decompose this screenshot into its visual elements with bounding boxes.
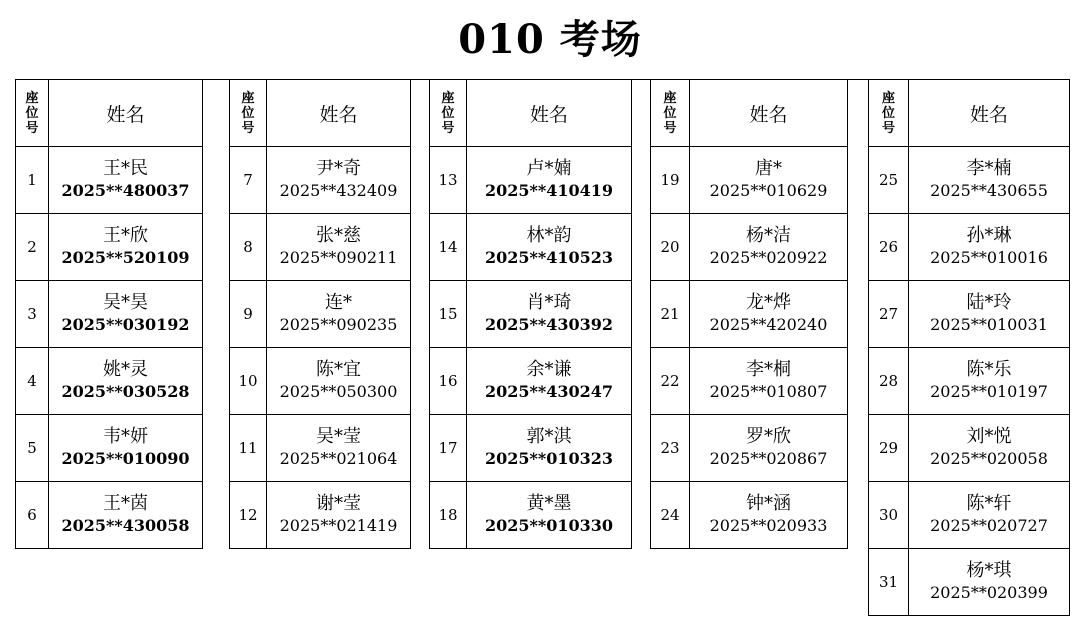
examinee-id: 2025**021064 bbox=[279, 449, 398, 468]
empty-cell bbox=[690, 549, 848, 616]
examinee-id: 2025**430247 bbox=[484, 382, 614, 401]
examinee-id: 2025**010323 bbox=[484, 449, 614, 468]
seat-header-char: 位 bbox=[241, 105, 255, 121]
examinee-name: 唐* bbox=[755, 158, 782, 179]
examinee-cell bbox=[467, 281, 632, 348]
examinee-id: 2025**010016 bbox=[930, 248, 1048, 267]
column-separator bbox=[411, 147, 430, 214]
examinee-name: 陈*宜 bbox=[316, 359, 361, 380]
column-separator bbox=[848, 482, 869, 549]
page-title: 010 考场 bbox=[458, 16, 642, 63]
examinee-name: 张*慈 bbox=[316, 225, 361, 246]
seat-number: 10 bbox=[230, 348, 267, 415]
column-separator bbox=[203, 549, 230, 616]
seat-number: 24 bbox=[651, 482, 690, 549]
examinee-id: 2025**010090 bbox=[61, 449, 190, 468]
seat-number: 6 bbox=[16, 482, 49, 549]
seat-header-char: 号 bbox=[241, 120, 255, 136]
column-separator bbox=[632, 415, 651, 482]
empty-cell bbox=[467, 549, 632, 616]
examinee-id: 2025**050300 bbox=[279, 382, 398, 401]
seat-number: 13 bbox=[430, 147, 467, 214]
examinee-name: 杨*洁 bbox=[746, 225, 791, 246]
seat-number: 23 bbox=[651, 415, 690, 482]
examinee-id: 2025**020867 bbox=[709, 449, 828, 468]
column-separator bbox=[848, 214, 869, 281]
examinee-cell bbox=[909, 415, 1070, 482]
seat-number: 29 bbox=[869, 415, 909, 482]
examinee-name: 尹*奇 bbox=[316, 158, 361, 179]
seat-number: 4 bbox=[16, 348, 49, 415]
examinee-id: 2025**432409 bbox=[279, 181, 398, 200]
examinee-name: 谢*莹 bbox=[316, 493, 361, 514]
examinee-cell bbox=[267, 281, 411, 348]
examinee-id: 2025**020399 bbox=[930, 583, 1048, 602]
column-separator bbox=[203, 348, 230, 415]
examinee-name: 陈*轩 bbox=[966, 493, 1012, 514]
seat-header bbox=[651, 80, 690, 147]
examinee-name: 陈*乐 bbox=[966, 359, 1012, 380]
column-separator bbox=[411, 80, 430, 147]
column-separator bbox=[632, 281, 651, 348]
column-separator bbox=[848, 415, 869, 482]
empty-cell bbox=[651, 549, 690, 616]
examinee-id: 2025**420240 bbox=[709, 315, 828, 334]
examinee-cell bbox=[909, 281, 1070, 348]
column-separator bbox=[848, 80, 869, 147]
examinee-id: 2025**520109 bbox=[61, 248, 190, 267]
seat-number: 8 bbox=[230, 214, 267, 281]
column-separator bbox=[632, 214, 651, 281]
examinee-id: 2025**020727 bbox=[930, 516, 1048, 535]
seat-number: 27 bbox=[869, 281, 909, 348]
examinee-name: 林*韵 bbox=[526, 225, 572, 246]
examinee-name: 王*民 bbox=[103, 158, 148, 179]
table-row bbox=[16, 147, 1070, 214]
column-separator bbox=[848, 549, 869, 616]
name-header: 姓名 bbox=[690, 80, 848, 147]
column-separator bbox=[632, 80, 651, 147]
examinee-cell bbox=[690, 348, 848, 415]
empty-cell bbox=[16, 549, 49, 616]
seat-header-char: 号 bbox=[881, 120, 895, 136]
examinee-id: 2025**410419 bbox=[484, 181, 614, 200]
column-separator bbox=[411, 482, 430, 549]
column-separator bbox=[203, 80, 230, 147]
examinee-id: 2025**010031 bbox=[930, 315, 1048, 334]
examinee-id: 2025**030528 bbox=[61, 382, 190, 401]
seat-number: 26 bbox=[869, 214, 909, 281]
seat-number: 14 bbox=[430, 214, 467, 281]
examinee-name: 韦*妍 bbox=[103, 426, 148, 447]
examinee-id: 2025**410523 bbox=[484, 248, 614, 267]
examinee-cell bbox=[267, 415, 411, 482]
seat-header-char: 号 bbox=[25, 120, 39, 136]
seat-number: 7 bbox=[230, 147, 267, 214]
seat-header bbox=[230, 80, 267, 147]
examinee-id: 2025**021419 bbox=[279, 516, 398, 535]
examinee-id: 2025**430392 bbox=[484, 315, 614, 334]
examinee-cell bbox=[49, 214, 203, 281]
seat-number: 2 bbox=[16, 214, 49, 281]
seat-number: 17 bbox=[430, 415, 467, 482]
examinee-name: 卢*婻 bbox=[526, 158, 572, 179]
examinee-cell bbox=[909, 147, 1070, 214]
seat-number: 9 bbox=[230, 281, 267, 348]
examinee-id: 2025**480037 bbox=[61, 181, 190, 200]
examinee-cell bbox=[467, 214, 632, 281]
seat-header bbox=[16, 80, 49, 147]
name-header: 姓名 bbox=[467, 80, 632, 147]
examinee-name: 姚*灵 bbox=[103, 359, 148, 380]
examinee-cell bbox=[267, 147, 411, 214]
examinee-cell bbox=[49, 281, 203, 348]
seat-number: 15 bbox=[430, 281, 467, 348]
column-separator bbox=[203, 214, 230, 281]
examinee-cell bbox=[49, 348, 203, 415]
column-separator bbox=[632, 147, 651, 214]
seat-header-char: 座 bbox=[663, 90, 677, 106]
examinee-cell bbox=[909, 482, 1070, 549]
examinee-name: 连* bbox=[325, 292, 352, 313]
table-row bbox=[16, 281, 1070, 348]
seat-number: 11 bbox=[230, 415, 267, 482]
examinee-cell bbox=[909, 214, 1070, 281]
examinee-cell bbox=[690, 482, 848, 549]
seat-header bbox=[869, 80, 909, 147]
seat-number: 12 bbox=[230, 482, 267, 549]
empty-cell bbox=[230, 549, 267, 616]
examinee-id: 2025**430058 bbox=[61, 516, 190, 535]
examinee-name: 王*欣 bbox=[103, 225, 148, 246]
examinee-id: 2025**020058 bbox=[930, 449, 1048, 468]
column-separator bbox=[411, 281, 430, 348]
column-separator bbox=[203, 147, 230, 214]
examinee-cell bbox=[467, 482, 632, 549]
name-header: 姓名 bbox=[909, 80, 1070, 147]
examinee-cell bbox=[267, 348, 411, 415]
examinee-id: 2025**010629 bbox=[709, 181, 828, 200]
empty-cell bbox=[430, 549, 467, 616]
column-separator bbox=[848, 348, 869, 415]
examinee-id: 2025**020922 bbox=[709, 248, 828, 267]
seat-number: 20 bbox=[651, 214, 690, 281]
examinee-name: 黄*墨 bbox=[526, 493, 572, 514]
examinee-name: 吴*莹 bbox=[316, 426, 361, 447]
name-header: 姓名 bbox=[49, 80, 203, 147]
seat-header-char: 号 bbox=[663, 120, 677, 136]
table-row bbox=[16, 549, 1070, 616]
column-separator bbox=[411, 415, 430, 482]
examinee-cell bbox=[690, 214, 848, 281]
seat-header-char: 座 bbox=[441, 90, 455, 106]
examinee-cell bbox=[267, 214, 411, 281]
examinee-name: 陆*玲 bbox=[966, 292, 1012, 313]
examinee-id: 2025**430655 bbox=[930, 181, 1048, 200]
seat-number: 30 bbox=[869, 482, 909, 549]
seat-number: 18 bbox=[430, 482, 467, 549]
seat-number: 1 bbox=[16, 147, 49, 214]
seat-number: 25 bbox=[869, 147, 909, 214]
seat-header-char: 位 bbox=[881, 105, 895, 121]
examinee-id: 2025**090211 bbox=[279, 248, 398, 267]
column-separator bbox=[848, 281, 869, 348]
examinee-name: 钟*涵 bbox=[746, 493, 791, 514]
seat-number: 3 bbox=[16, 281, 49, 348]
examinee-name: 李*楠 bbox=[966, 158, 1012, 179]
name-header: 姓名 bbox=[267, 80, 411, 147]
examinee-cell bbox=[690, 281, 848, 348]
seat-number: 16 bbox=[430, 348, 467, 415]
examinee-name: 王*茵 bbox=[103, 493, 148, 514]
seat-number: 5 bbox=[16, 415, 49, 482]
examinee-id: 2025**010330 bbox=[484, 516, 614, 535]
column-separator bbox=[411, 348, 430, 415]
examinee-id: 2025**030192 bbox=[61, 315, 190, 334]
column-separator bbox=[632, 549, 651, 616]
examinee-cell bbox=[467, 147, 632, 214]
examinee-cell bbox=[909, 348, 1070, 415]
header-row bbox=[16, 80, 1070, 147]
column-separator bbox=[203, 281, 230, 348]
column-separator bbox=[411, 214, 430, 281]
column-separator bbox=[632, 348, 651, 415]
examinee-cell bbox=[267, 482, 411, 549]
seat-number: 19 bbox=[651, 147, 690, 214]
examinee-name: 孙*琳 bbox=[966, 225, 1012, 246]
table-row bbox=[16, 415, 1070, 482]
examinee-name: 龙*烨 bbox=[746, 292, 791, 313]
examinee-id: 2025**010197 bbox=[930, 382, 1048, 401]
examinee-cell bbox=[49, 147, 203, 214]
table-row bbox=[16, 348, 1070, 415]
seat-number: 21 bbox=[651, 281, 690, 348]
seat-number: 22 bbox=[651, 348, 690, 415]
table-row bbox=[16, 214, 1070, 281]
examinee-cell bbox=[467, 415, 632, 482]
examinee-name: 余*谦 bbox=[526, 359, 572, 380]
examinee-name: 肖*琦 bbox=[526, 292, 572, 313]
examinee-cell bbox=[49, 415, 203, 482]
examinee-name: 罗*欣 bbox=[746, 426, 791, 447]
seat-header-char: 座 bbox=[881, 90, 895, 106]
column-separator bbox=[632, 482, 651, 549]
examinee-cell bbox=[467, 348, 632, 415]
seat-header-char: 位 bbox=[441, 105, 455, 121]
examinee-name: 李*桐 bbox=[746, 359, 791, 380]
examinee-id: 2025**090235 bbox=[279, 315, 398, 334]
examinee-name: 杨*琪 bbox=[966, 560, 1012, 581]
column-separator bbox=[203, 415, 230, 482]
column-separator bbox=[203, 482, 230, 549]
examinee-cell bbox=[49, 482, 203, 549]
examinee-cell bbox=[690, 415, 848, 482]
column-separator bbox=[848, 147, 869, 214]
seat-header-char: 座 bbox=[241, 90, 255, 106]
examinee-cell bbox=[909, 549, 1070, 616]
examinee-id: 2025**020933 bbox=[709, 516, 828, 535]
seat-number: 31 bbox=[869, 549, 909, 616]
examinee-cell bbox=[690, 147, 848, 214]
examinee-name: 吴*昊 bbox=[103, 292, 148, 313]
empty-cell bbox=[267, 549, 411, 616]
empty-cell bbox=[49, 549, 203, 616]
table-row bbox=[16, 482, 1070, 549]
examinee-name: 郭*淇 bbox=[526, 426, 572, 447]
seat-number: 28 bbox=[869, 348, 909, 415]
examinee-id: 2025**010807 bbox=[709, 382, 828, 401]
seat-header-char: 位 bbox=[25, 105, 39, 121]
seat-header bbox=[430, 80, 467, 147]
seat-header-char: 位 bbox=[663, 105, 677, 121]
examinee-name: 刘*悦 bbox=[966, 426, 1012, 447]
seat-header-char: 座 bbox=[25, 90, 39, 106]
seat-header-char: 号 bbox=[441, 120, 455, 136]
column-separator bbox=[411, 549, 430, 616]
seating-table bbox=[15, 79, 1070, 616]
